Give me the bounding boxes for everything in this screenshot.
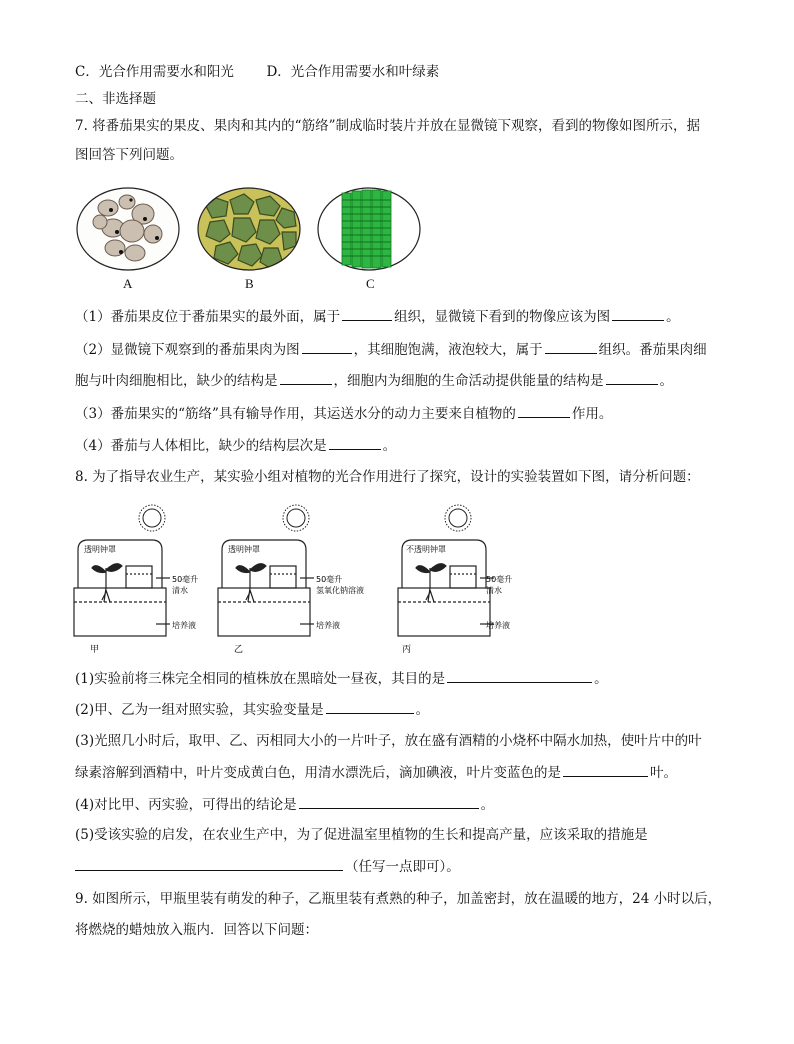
q7-stem-line1: 7. 将番茄果实的果皮、果肉和其内的“筋络”制成临时装片并放在显微镜下观察，看到的物像如图所示，据 xyxy=(75,118,700,134)
option-c-text: C．光合作用需要水和阳光 xyxy=(75,64,234,80)
apparatus-liquid2-label: 清水 xyxy=(486,586,502,595)
answer-blank[interactable] xyxy=(75,856,343,871)
apparatus-label: 甲 xyxy=(90,645,100,655)
q7-sub3-text-b: 作用。 xyxy=(571,406,613,422)
apparatus-cover-label: 透明钟罩 xyxy=(84,545,116,554)
q7-sub3-text-a: （3）番茄果实的“筋络”具有输导作用，其运送水分的动力主要来自植物的 xyxy=(75,406,516,422)
answer-blank[interactable] xyxy=(329,435,381,450)
apparatus-label: 乙 xyxy=(234,645,244,655)
q7-stem-line2: 图回答下列问题。 xyxy=(75,147,183,163)
answer-blank[interactable] xyxy=(342,306,392,321)
q7-sub2-text-b: ，其细胞饱满，液泡较大，属于 xyxy=(353,342,543,358)
figure-c-label: C xyxy=(366,276,375,291)
option-d-text: D．光合作用需要水和叶绿素 xyxy=(266,64,440,80)
figure-c-image xyxy=(316,186,422,272)
q7-sub1-text-a: （1）番茄果皮位于番茄果实的最外面，属于 xyxy=(75,309,341,325)
q7-sub2-text-a: （2）显微镜下观察到的番茄果肉为图 xyxy=(75,342,300,358)
q8-sub5-text-b: （任写一点即可）。 xyxy=(345,859,460,875)
apparatus-liquid-label: 50毫升 xyxy=(486,575,513,584)
figure-a-label: A xyxy=(123,276,133,291)
apparatus-base-label: 培养液 xyxy=(486,621,510,630)
q7-sub2-line1 xyxy=(75,339,707,360)
apparatus-liquid2-label: 氢氧化钠溶液 xyxy=(316,586,364,595)
figure-b-label: B xyxy=(245,276,254,291)
q8-sub4 xyxy=(75,794,494,815)
q8-sub3-line1: (3)光照几小时后，取甲、乙、丙相同大小的一片叶子，放在盛有酒精的小烧杯中隔水加热，使叶片中的叶 xyxy=(75,733,702,749)
q8-sub1 xyxy=(75,668,608,689)
apparatus-liquid-label: 50毫升 xyxy=(316,575,343,584)
q8-sub5-line1: (5)受该实验的启发，在农业生产中，为了促进温室里植物的生长和提高产量，应该采取的措施是 xyxy=(75,827,648,843)
q9-stem-line2: 将燃烧的蜡烛放入瓶内．回答以下问题： xyxy=(75,922,318,938)
q8-sub2-text-b: 。 xyxy=(415,702,430,718)
answer-blank[interactable] xyxy=(563,762,648,777)
q7-sub2-text-d: 胞与叶肉细胞相比，缺少的结构是 xyxy=(75,373,278,389)
q7-sub4-text-b: 。 xyxy=(382,438,397,454)
apparatus-cover-label: 不透明钟罩 xyxy=(406,545,446,554)
q8-sub2 xyxy=(75,699,429,720)
answer-blank[interactable] xyxy=(302,339,352,354)
apparatus-liquid2-label: 清水 xyxy=(172,586,188,595)
section-title: 二、非选择题 xyxy=(75,91,156,107)
q7-sub4-text-a: （4）番茄与人体相比，缺少的结构层次是 xyxy=(75,438,327,454)
apparatus-liquid-label: 50毫升 xyxy=(172,575,199,584)
option-c xyxy=(75,62,439,82)
figure-b-image xyxy=(196,186,302,272)
answer-blank[interactable] xyxy=(299,794,479,809)
apparatus-base-label: 培养液 xyxy=(172,621,196,630)
answer-blank[interactable] xyxy=(606,370,658,385)
q8-stem: 8. 为了指导农业生产，某实验小组对植物的光合作用进行了探究，设计的实验装置如下图，请分析问题： xyxy=(75,469,700,485)
apparatus-cover-label: 透明钟罩 xyxy=(228,545,260,554)
apparatus-label: 丙 xyxy=(402,645,412,655)
q8-sub4-text-b: 。 xyxy=(480,797,495,813)
q7-sub2-text-c: 组织。番茄果肉细 xyxy=(598,342,707,358)
q7-sub2-text-e: ，细胞内为细胞的生命活动提供能量的结构是 xyxy=(333,373,604,389)
answer-blank[interactable] xyxy=(545,339,597,354)
q8-sub5-line2 xyxy=(75,856,460,877)
q8-apparatus-figure xyxy=(70,498,530,658)
sun-icon xyxy=(445,505,471,531)
q7-sub1-text-c: 。 xyxy=(666,309,680,325)
q7-sub2-line2 xyxy=(75,370,673,391)
q7-sub4 xyxy=(75,435,396,456)
q9-stem-line1: 9. 如图所示，甲瓶里装有萌发的种子，乙瓶里装有煮熟的种子，加盖密封，放在温暖的地方，24 小时以后， xyxy=(75,891,722,907)
q7-sub1-text-b: 组织，显微镜下看到的物像应该为图 xyxy=(394,309,611,325)
q7-sub2-text-f: 。 xyxy=(659,373,673,389)
q8-sub3-text-b: 绿素溶解到酒精中，叶片变成黄白色，用清水漂洗后，滴加碘液，叶片变蓝色的是 xyxy=(75,765,561,781)
answer-blank[interactable] xyxy=(447,668,592,683)
answer-blank[interactable] xyxy=(518,403,570,418)
q8-sub3-line2 xyxy=(75,762,677,783)
sun-icon xyxy=(139,505,165,531)
q8-sub1-text-b: 。 xyxy=(594,671,608,687)
figure-a-image xyxy=(75,186,181,272)
q8-sub3-text-c: 叶。 xyxy=(650,765,677,781)
sun-icon xyxy=(283,505,309,531)
q8-sub1-text-a: (1)实验前将三株完全相同的植株放在黑暗处一昼夜，其目的是 xyxy=(75,671,446,687)
q7-sub3 xyxy=(75,403,612,424)
answer-blank[interactable] xyxy=(612,306,664,321)
answer-blank[interactable] xyxy=(280,370,332,385)
q8-sub2-text-a: (2)甲、乙为一组对照实验，其实验变量是 xyxy=(75,702,324,718)
q7-sub1 xyxy=(75,306,680,327)
q8-sub4-text-a: (4)对比甲、丙实验，可得出的结论是 xyxy=(75,797,297,813)
apparatus-base-label: 培养液 xyxy=(316,621,340,630)
answer-blank[interactable] xyxy=(326,699,414,714)
